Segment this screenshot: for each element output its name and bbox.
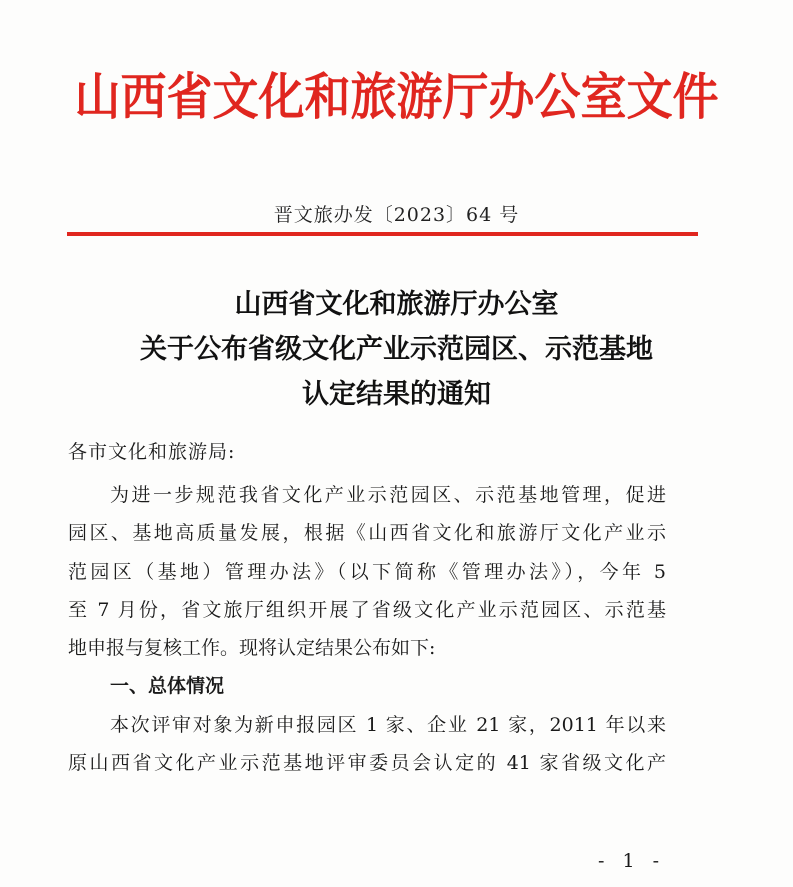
paragraph-1-line-4: 至 7 月份，省文旅厅组织开展了省级文化产业示范园区、示范基 <box>68 598 666 621</box>
red-divider-line <box>67 232 698 236</box>
notice-title <box>0 282 793 417</box>
paragraph-2-line-2: 原山西省文化产业示范基地评审委员会认定的 41 家省级文化产 <box>68 752 666 775</box>
title-line-2: 关于公布省级文化产业示范园区、示范基地 <box>140 334 653 365</box>
paragraph-2-line-1: 本次评审对象为新申报园区 1 家、企业 21 家，2011 年以来 <box>110 713 666 736</box>
title-line-1: 山西省文化和旅游厅办公室 <box>234 289 559 320</box>
paragraph-1-line-1: 为进一步规范我省文化产业示范园区、示范基地管理，促进 <box>110 484 666 506</box>
paragraph-1-line-3: 范园区（基地）管理办法》（以下简称《管理办法》），今年 5 <box>68 560 666 583</box>
salutation: 各市文化和旅游局: <box>68 441 236 463</box>
paragraph-1-line-5: 地申报与复核工作。现将认定结果公布如下: <box>68 637 436 660</box>
section-heading-overview: 一、总体情况 <box>110 675 225 698</box>
title-line-3: 认定结果的通知 <box>302 379 491 410</box>
body-text <box>68 476 666 782</box>
paragraph-1-line-2: 园区、基地高质量发展，根据《山西省文化和旅游厅文化产业示 <box>68 522 666 545</box>
masthead-title: 山西省文化和旅游厅办公室文件 <box>74 67 719 126</box>
page-number: - 1 - <box>597 850 665 872</box>
document-number: 晋文旅办发〔2023〕64 号 <box>273 204 520 226</box>
